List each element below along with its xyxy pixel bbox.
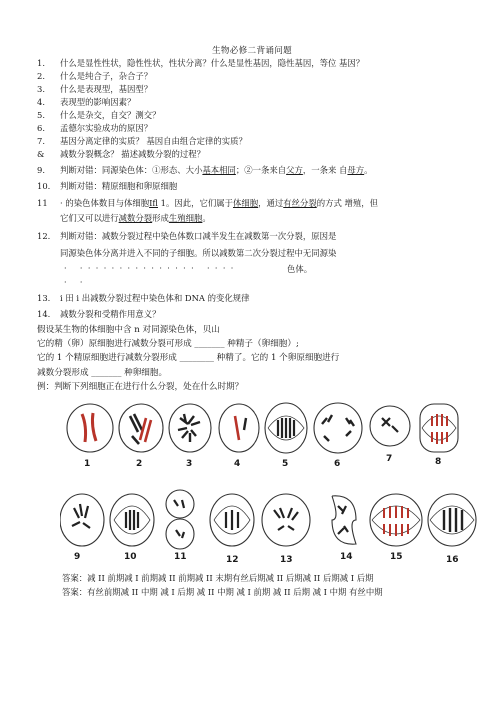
question-text: 的方式 增殖，但 <box>316 198 379 208</box>
question-number: 13. <box>37 293 51 303</box>
question-9 <box>37 165 373 176</box>
question-2 <box>37 71 152 82</box>
cell-5 <box>265 403 307 453</box>
question-12 <box>37 231 336 242</box>
cell-label: 14 <box>340 552 353 562</box>
question-text: 减数分裂概念？ 描述减数分裂的过程？ <box>60 149 206 159</box>
cell-1 <box>67 404 113 452</box>
underlined-term: 父方 <box>286 165 303 175</box>
cell-label: 1 <box>84 459 91 469</box>
cell-6 <box>314 403 362 453</box>
cell-13 <box>262 494 310 546</box>
question-text: 什么是显性性状，隐性性状，性状分离？什么是显性基因，隐性基因，等位 基因？ <box>60 58 365 68</box>
question-4 <box>37 97 135 108</box>
question-text: 色体。 <box>287 264 313 274</box>
cell-8 <box>420 404 458 452</box>
cell-15 <box>370 494 422 546</box>
underlined-term: 母方 <box>347 165 365 175</box>
cell-label: 7 <box>386 454 393 464</box>
question-text: 判断对错：减数分裂过程中染色体数口减半发生在减数第一次分裂，原因是 <box>60 231 337 241</box>
cell-label: 10 <box>124 552 137 562</box>
cell-14 <box>332 496 356 544</box>
question-text: i 田 i 出减数分裂过程中染色体和 DNA 的变化规律 <box>60 293 250 303</box>
question-text: 。 <box>364 165 373 175</box>
question-11-continued <box>60 213 211 224</box>
cell-drawings <box>60 396 480 568</box>
question-11 <box>37 198 378 209</box>
question-number: 4. <box>37 97 45 107</box>
question-number: 14. <box>37 309 51 319</box>
paragraph-line: 它的 1 个精原细胞进行减数分裂形成 ________ 种精了。它的 1 个卵原细胞进行 <box>37 353 340 363</box>
question-text: 1。因此，它们属于 <box>157 198 233 208</box>
underlined-term: Ifl <box>149 198 158 208</box>
cell-label: 6 <box>334 459 341 469</box>
cell-10 <box>110 494 154 546</box>
cell-label: 4 <box>234 459 241 469</box>
question-text: 判断对错：精原细胞和卵原细胞 <box>60 181 178 191</box>
underlined-term: 体细胞 <box>232 198 259 208</box>
question-text: 什么是表现型，基因型？ <box>60 84 153 94</box>
cell-16 <box>428 494 476 546</box>
question-number: 11 <box>37 198 48 208</box>
question-text: 表现型的影响因素？ <box>60 97 136 107</box>
question-10 <box>37 181 177 192</box>
question-text: 形成 <box>152 213 169 223</box>
paragraph-line: 减数分裂形成 _______ 种卵细胞。 <box>37 368 168 378</box>
question-6 <box>37 123 152 134</box>
question-text: 判断对错：同源染色体：①形态、大小 <box>60 165 203 175</box>
question-7 <box>37 136 247 147</box>
page-title: 生物必修二背诵问题 <box>211 46 293 56</box>
question-text: 孟德尔实验成功的原因？ <box>60 123 153 133</box>
question-1 <box>37 58 364 69</box>
question-12-continued: 同源染色体分离并进入不同的子细胞。所以减数第二次分裂过程中无同源染 <box>60 248 337 258</box>
cell-label: 3 <box>186 459 193 469</box>
cell-9 <box>60 494 104 546</box>
question-number: 12. <box>37 231 51 241</box>
cell-label: 12 <box>226 555 239 565</box>
question-text: 什么是杂交，自交？测交？ <box>60 110 161 120</box>
question-number: & <box>37 149 45 159</box>
question-number: 5. <box>37 110 45 120</box>
emphasis-dots: · ··············· ···· <box>64 264 239 273</box>
cell-label: 8 <box>435 457 442 467</box>
cell-7 <box>370 406 410 446</box>
answer-line: 答案：减 II 前期减 I 前期减 II 前期减 II 末期有丝后期减 II 后期减 II 后期减 I 后期 <box>62 573 374 583</box>
underlined-term: 基本相同 <box>202 165 236 175</box>
question-text: · 的染色体数目与体细胞 <box>60 198 150 208</box>
question-text: ，一条来 自 <box>302 165 348 175</box>
question-number: 6. <box>37 123 45 133</box>
paragraph-line: 它的精（卵）原细胞进行减数分裂可形成 _______ 种精子（卵细胞）; <box>37 339 299 349</box>
question-13 <box>37 293 250 304</box>
underlined-term: 生殖细胞 <box>168 213 203 223</box>
cell-division-figure <box>60 396 480 568</box>
question-text: 减数分裂和受精作用意义？ <box>60 309 161 319</box>
question-number: 10. <box>37 181 51 191</box>
cell-3 <box>169 404 211 452</box>
cell-11 <box>166 490 194 549</box>
cell-label: 11 <box>174 552 187 562</box>
question-number: 2. <box>37 71 45 81</box>
cell-2 <box>119 404 163 452</box>
question-number: 7. <box>37 136 45 146</box>
underlined-term: 减数分裂 <box>118 213 153 223</box>
question-number: 9. <box>37 165 45 175</box>
paragraph-line: 假设某生物的体细胞中含 n 对同源染色体，贝山 <box>37 325 220 335</box>
question-number: 1. <box>37 58 45 68</box>
emphasis-dots: · · <box>64 278 88 287</box>
question-8 <box>37 149 205 160</box>
cell-label: 15 <box>390 552 403 562</box>
question-text: ，通过 <box>258 198 284 208</box>
cell-label: 5 <box>282 459 289 469</box>
cell-label: 13 <box>280 555 293 565</box>
question-text: ；②一条来自 <box>235 165 287 175</box>
question-text: 它们又可以进行 <box>60 213 119 223</box>
paragraph-line: 例：判断下列细胞正在进行什么分裂，处在什么时期？ <box>37 382 244 392</box>
question-text: 。 <box>202 213 211 223</box>
underlined-term: 有丝分裂 <box>283 198 317 208</box>
question-14 <box>37 309 161 320</box>
cell-label: 2 <box>136 459 143 469</box>
question-number: 3. <box>37 84 45 94</box>
cell-label: 9 <box>74 552 81 562</box>
cell-12 <box>210 494 254 546</box>
cell-label: 16 <box>446 555 459 565</box>
question-text: 什么是纯合子，杂合子？ <box>60 71 153 81</box>
question-text: 基因分离定律的实质？ 基因自由组合定律的实质？ <box>60 136 247 146</box>
question-5 <box>37 110 161 121</box>
cell-4 <box>219 404 259 452</box>
question-3 <box>37 84 152 95</box>
answer-line: 答案：有丝前期减 II 中期 减 I 后期 减 II 中期 减 I 前期 减 II 后期 减 I 中期 有丝中期 <box>62 587 383 597</box>
